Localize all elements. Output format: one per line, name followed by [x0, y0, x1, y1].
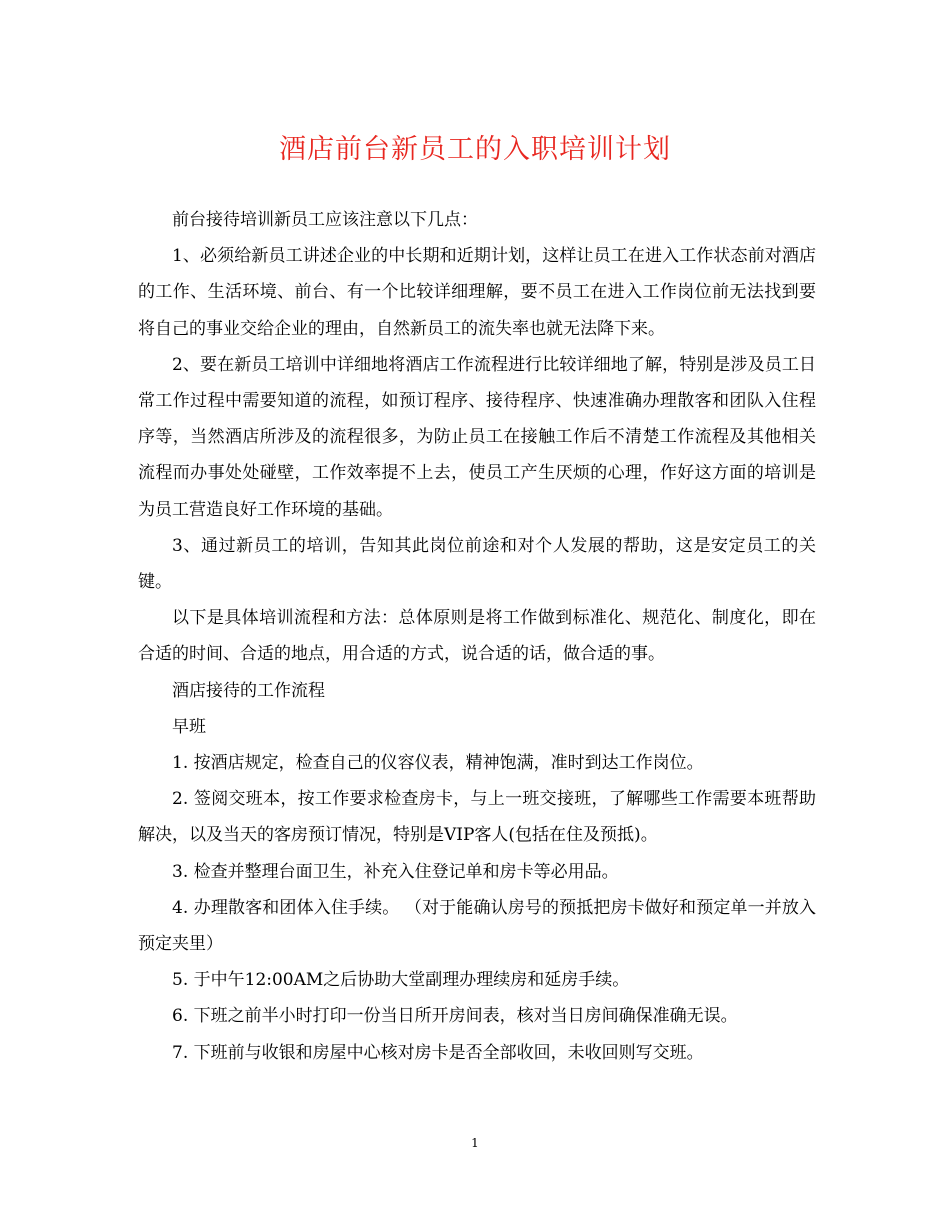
document-body: [138, 202, 816, 1071]
list-item-step-5: 5. 于中午12:00AM之后协助大堂副理办理续房和延房手续。: [172, 970, 630, 991]
list-item-step-6: 6. 下班之前半小时打印一份当日所开房间表，核对当日房间确保准确无误。: [172, 1006, 738, 1027]
list-item-step-2: 2. 签阅交班本，按工作要求检查房卡，与上一班交接班，了解哪些工作需要本班帮助解决，以及当天的客房预订情况，特别是VIP客人(包括在住及预抵)。: [138, 789, 816, 846]
document-title: 酒店前台新员工的入职培训计划: [279, 134, 671, 165]
list-item-step-1: 1. 按酒店规定，检查自己的仪容仪表，精神饱满，准时到达工作岗位。: [172, 753, 704, 774]
paragraph-point-2: 2、要在新员工培训中详细地将酒店工作流程进行比较详细地了解，特别是涉及员工日常工作过程中需要知道的流程，如预订程序、接待程序、快速准确办理散客和团队入住程序等，当然酒店所涉及的流程很多，为防止员工在接触工作后不清楚工作流程及其他相关流程而办事处处碰壁，工作效率提不上去，使员工产生厌烦的心理，作好这方面的培训是为员工营造良好工作环境的基础。: [138, 354, 816, 520]
list-item-step-4: 4. 办理散客和团体入住手续。 （对于能确认房号的预抵把房卡做好和预定单一并放入预定夹里）: [138, 897, 816, 955]
list-item-step-7: 7. 下班前与收银和房屋中心核对房卡是否全部收回，未收回则写交班。: [172, 1042, 704, 1063]
section-heading-morning-shift: 早班: [172, 716, 206, 737]
paragraph-principle: 以下是具体培训流程和方法：总体原则是将工作做到标准化、规范化、制度化，即在合适的时间、合适的地点，用合适的方式，说合适的话，做合适的事。: [138, 608, 816, 665]
paragraph-point-1: 1、必须给新员工讲述企业的中长期和近期计划，这样让员工在进入工作状态前对酒店的工作、生活环境、前台、有一个比较详细理解，要不员工在进入工作岗位前无法找到要将自己的事业交给企业的理由，自然新员工的流失率也就无法降下来。: [138, 246, 816, 339]
section-heading-workflow: 酒店接待的工作流程: [172, 680, 325, 701]
list-item-step-3: 3. 检查并整理台面卫生，补充入住登记单和房卡等必用品。: [172, 861, 619, 882]
page-number: 1: [471, 1136, 479, 1150]
paragraph-point-3: 3、通过新员工的培训，告知其此岗位前途和对个人发展的帮助，这是安定员工的关键。: [138, 535, 816, 593]
paragraph-intro: 前台接待培训新员工应该注意以下几点：: [172, 210, 478, 230]
